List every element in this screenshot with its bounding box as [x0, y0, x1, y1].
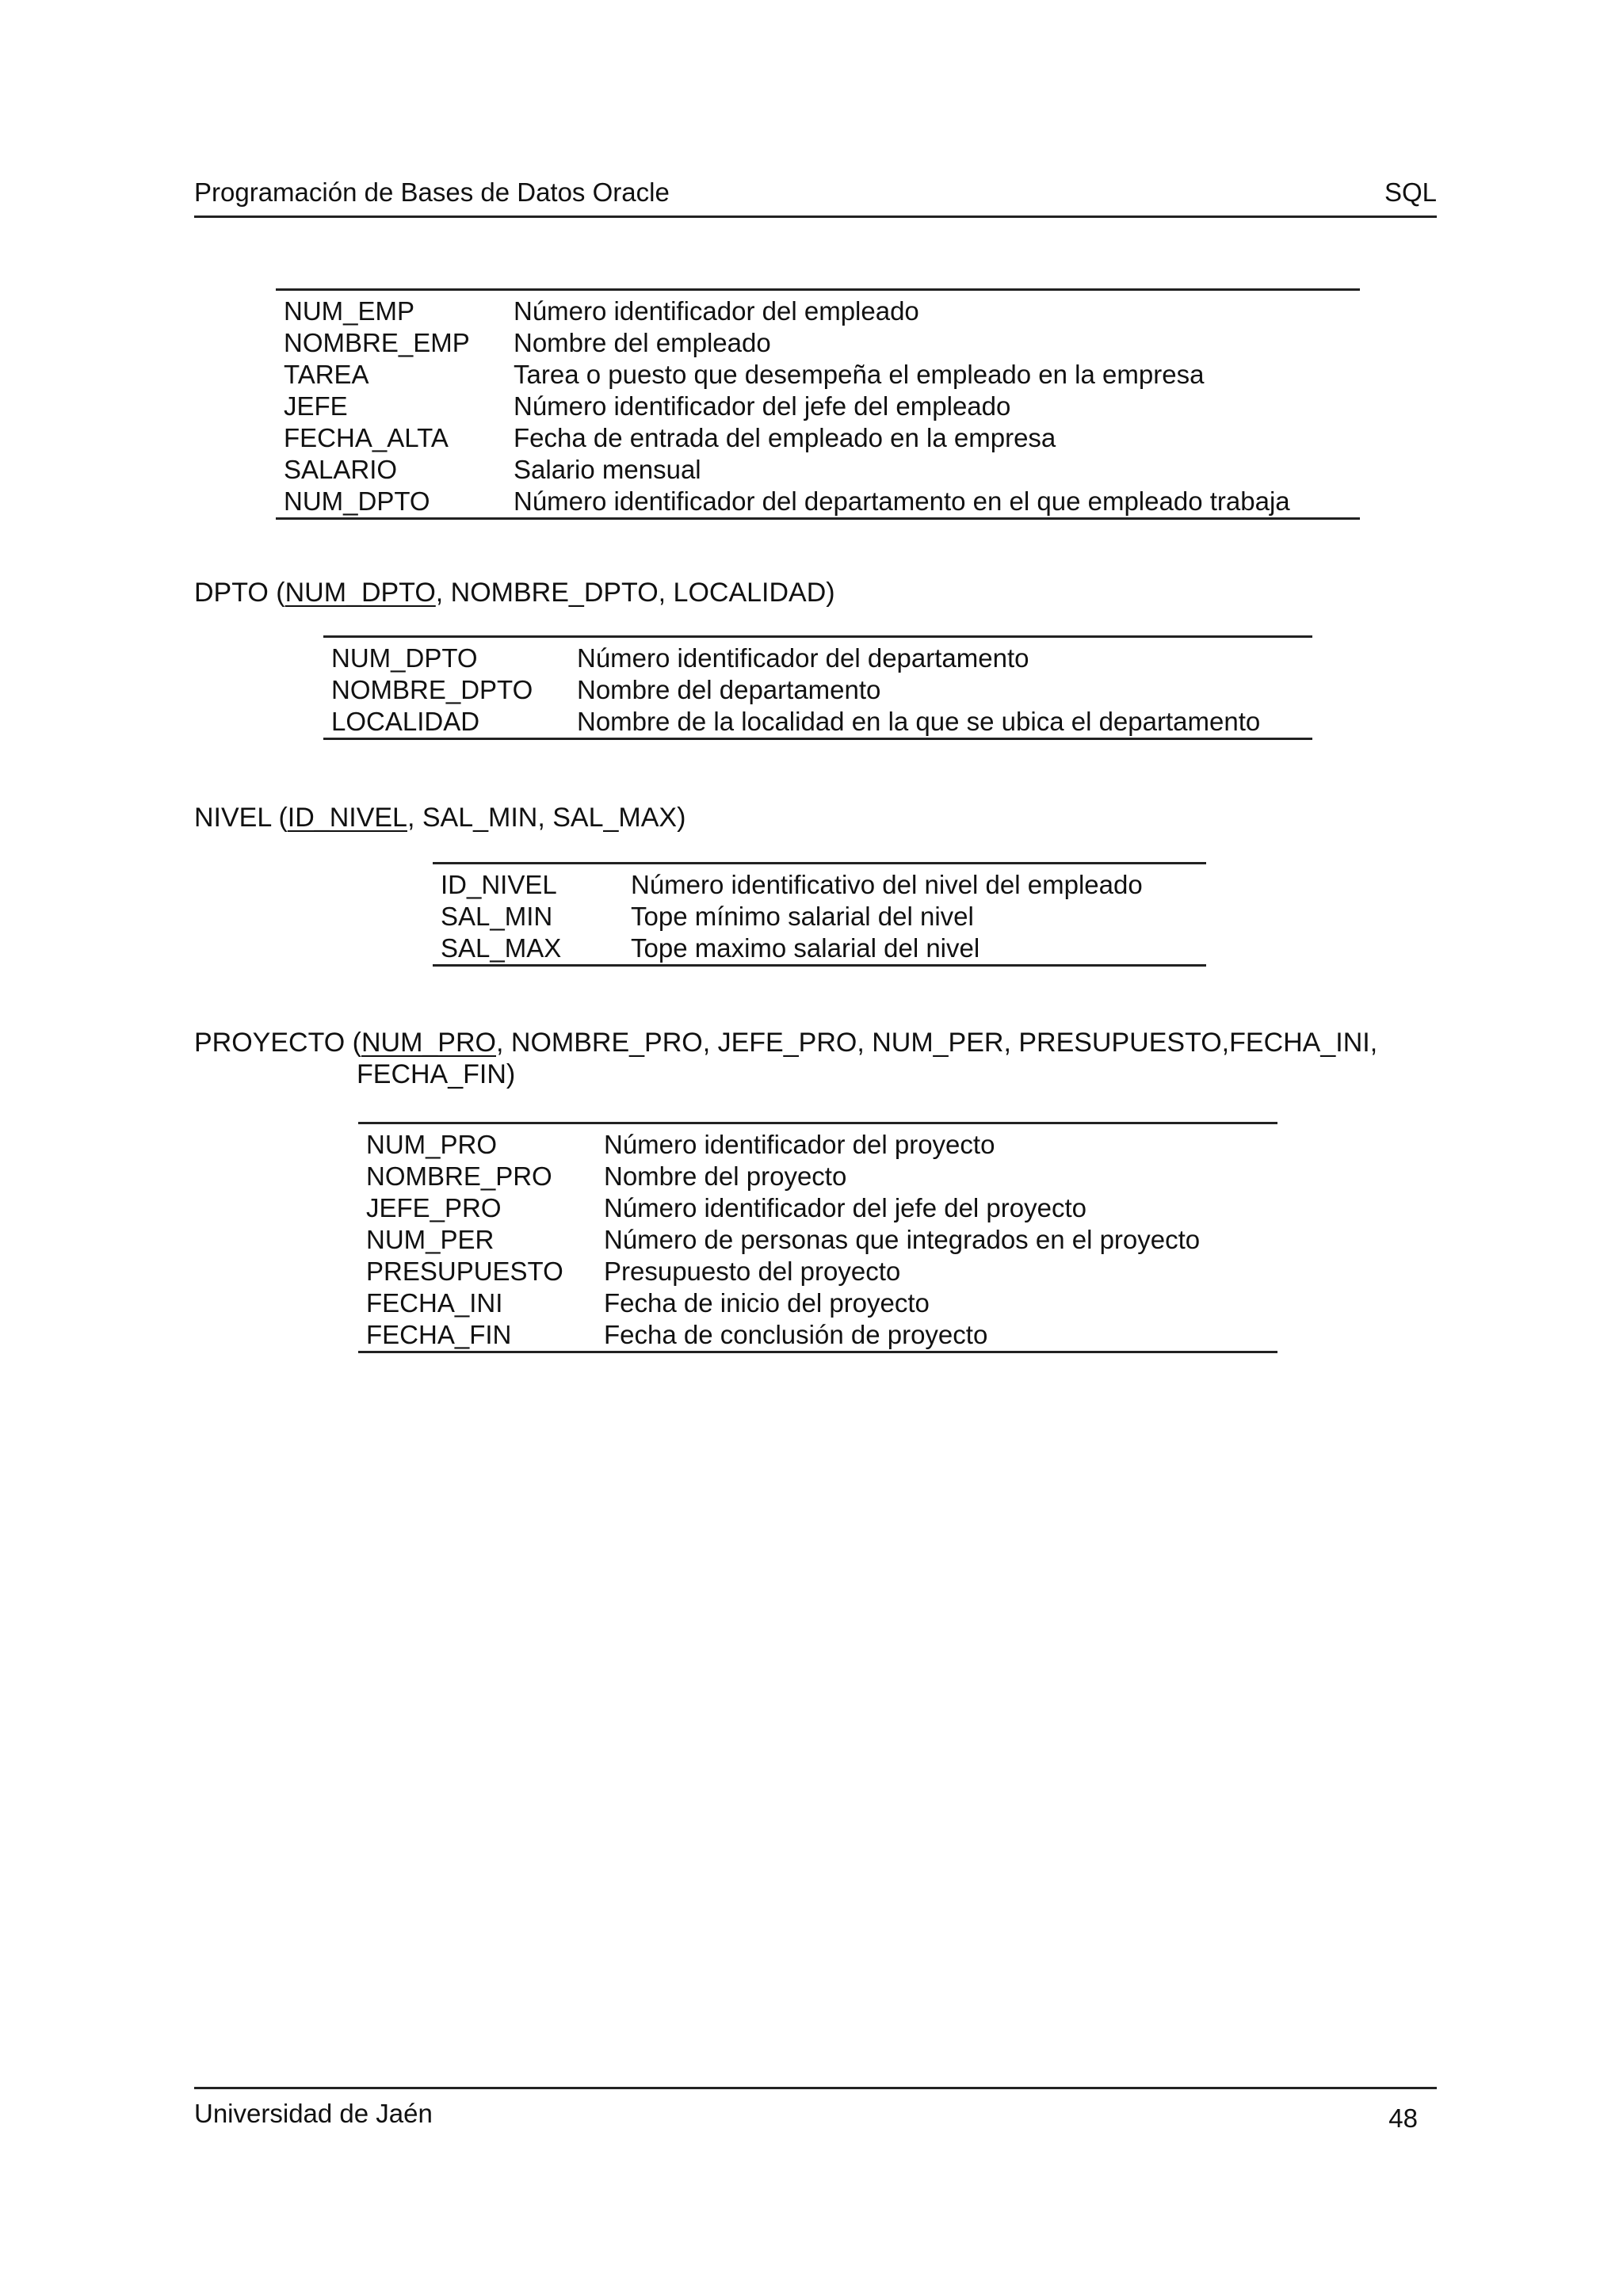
- attr-name: JEFE_PRO: [366, 1193, 502, 1222]
- proyecto-schema-heading: [194, 1027, 1377, 1090]
- relation-attrs-continued: FECHA_FIN): [357, 1059, 516, 1089]
- table-row: [358, 1319, 1277, 1352]
- attr-desc: Fecha de conclusión de proyecto: [604, 1320, 988, 1349]
- attr-desc: Número identificador del departamento en el que empleado trabaja: [514, 486, 1290, 516]
- attr-desc: Salario mensual: [514, 455, 701, 484]
- attr-desc: Presupuesto del proyecto: [604, 1257, 901, 1286]
- dpto-schema-heading: [194, 577, 835, 608]
- attr-name: PRESUPUESTO: [366, 1257, 563, 1286]
- attr-desc: Número identificador del jefe del empleado: [514, 391, 1011, 421]
- table-row: [323, 706, 1312, 739]
- attr-name: NUM_DPTO: [284, 486, 430, 516]
- table-row: [358, 1123, 1277, 1161]
- attr-desc: Número identificador del departamento: [577, 643, 1029, 673]
- table-row: [433, 933, 1206, 966]
- attr-desc: Nombre de la localidad en la que se ubica el departamento: [577, 707, 1261, 736]
- relation-attrs: , NOMBRE_PRO, JEFE_PRO, NUM_PER, PRESUPUESTO,FECHA_INI,: [496, 1028, 1378, 1058]
- table-row: [433, 901, 1206, 933]
- nivel-schema-heading: [194, 802, 685, 833]
- table-row: [276, 454, 1360, 486]
- attr-name: NUM_EMP: [284, 296, 415, 326]
- table-row: [323, 637, 1312, 675]
- header-section: SQL: [1384, 177, 1437, 207]
- running-header: [194, 176, 1437, 218]
- attr-name: FECHA_FIN: [366, 1320, 512, 1349]
- dpto-attributes-table: [323, 635, 1312, 740]
- attr-desc: Nombre del proyecto: [604, 1161, 847, 1191]
- running-footer: [194, 2087, 1437, 2137]
- header-title: Programación de Bases de Datos Oracle: [194, 177, 670, 207]
- attr-name: NUM_PER: [366, 1225, 495, 1254]
- relation-name: PROYECTO (: [194, 1028, 361, 1058]
- relation-name: NIVEL (: [194, 803, 288, 833]
- attr-name: JEFE: [284, 391, 348, 421]
- table-row: [358, 1161, 1277, 1192]
- footer-institution: Universidad de Jaén: [194, 2099, 433, 2128]
- attr-name: NUM_DPTO: [331, 643, 478, 673]
- attr-desc: Número de personas que integrados en el proyecto: [604, 1225, 1201, 1254]
- table-row: [276, 290, 1360, 328]
- table-row: [358, 1287, 1277, 1319]
- table-row: [433, 864, 1206, 902]
- relation-attrs: , SAL_MIN, SAL_MAX): [407, 803, 686, 833]
- proyecto-attributes-table: [358, 1122, 1277, 1353]
- emp-attributes-table: [276, 288, 1360, 520]
- attr-name: NOMBRE_EMP: [284, 328, 470, 357]
- attr-desc: Tope mínimo salarial del nivel: [631, 902, 974, 931]
- table-row: [358, 1256, 1277, 1287]
- table-row: [276, 359, 1360, 391]
- attr-name: SAL_MAX: [441, 933, 562, 963]
- page-number: 48: [1388, 2103, 1418, 2133]
- table-row: [276, 391, 1360, 422]
- attr-desc: Número identificativo del nivel del empleado: [631, 870, 1143, 899]
- attr-desc: Nombre del departamento: [577, 675, 881, 704]
- attr-name: SALARIO: [284, 455, 398, 484]
- attr-name: TAREA: [284, 360, 369, 389]
- table-row: [323, 674, 1312, 706]
- relation-name: DPTO (: [194, 578, 285, 608]
- nivel-attributes-table: [433, 862, 1206, 967]
- attr-desc: Número identificador del proyecto: [604, 1130, 995, 1159]
- attr-desc: Fecha de entrada del empleado en la empresa: [514, 423, 1056, 452]
- relation-attrs: , NOMBRE_DPTO, LOCALIDAD): [435, 578, 835, 608]
- table-row: [276, 327, 1360, 359]
- attr-name: NUM_PRO: [366, 1130, 498, 1159]
- table-row: [276, 486, 1360, 519]
- primary-key: NUM_DPTO: [285, 578, 436, 608]
- table-row: [358, 1224, 1277, 1256]
- attr-name: ID_NIVEL: [441, 870, 557, 899]
- attr-name: SAL_MIN: [441, 902, 553, 931]
- table-row: [276, 422, 1360, 454]
- attr-name: NOMBRE_DPTO: [331, 675, 533, 704]
- attr-desc: Nombre del empleado: [514, 328, 771, 357]
- attr-name: NOMBRE_PRO: [366, 1161, 552, 1191]
- primary-key: ID_NIVEL: [287, 803, 407, 833]
- attr-name: FECHA_ALTA: [284, 423, 449, 452]
- attr-name: FECHA_INI: [366, 1288, 503, 1318]
- attr-desc: Fecha de inicio del proyecto: [604, 1288, 930, 1318]
- attr-desc: Número identificador del empleado: [514, 296, 919, 326]
- attr-desc: Número identificador del jefe del proyecto: [604, 1193, 1087, 1222]
- attr-desc: Tope maximo salarial del nivel: [631, 933, 980, 963]
- table-row: [358, 1192, 1277, 1224]
- attr-desc: Tarea o puesto que desempeña el empleado en la empresa: [514, 360, 1205, 389]
- primary-key: NUM_PRO: [361, 1028, 496, 1058]
- attr-name: LOCALIDAD: [331, 707, 480, 736]
